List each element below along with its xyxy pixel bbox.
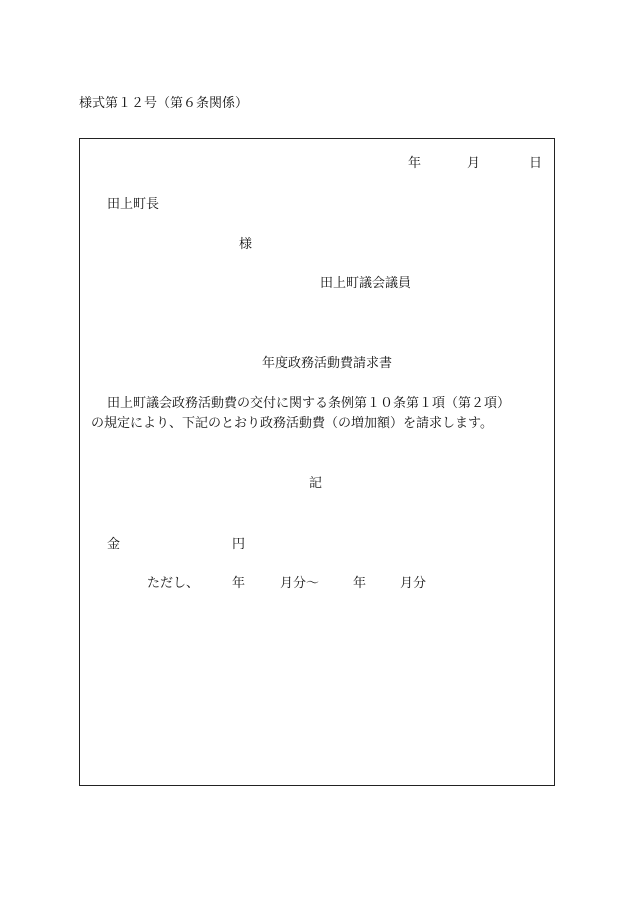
date-month-label: 月 [467, 156, 481, 171]
amount-unit: 円 [232, 537, 246, 552]
date-year-label: 年 [408, 156, 422, 171]
proviso-start-year: 年 [232, 576, 246, 591]
proviso-label: ただし、 [147, 576, 200, 591]
form-number: 様式第１２号（第６条関係） [79, 96, 249, 111]
ki-heading: 記 [309, 476, 323, 491]
body-text-line-2: の規定により、下記のとおり政務活動費（の増加額）を請求します。 [91, 416, 493, 431]
honorific: 様 [239, 237, 253, 252]
submitter: 田上町議会議員 [320, 276, 412, 291]
proviso-start-month: 月分～ [280, 576, 320, 591]
date-day-label: 日 [529, 156, 543, 171]
proviso-end-year: 年 [353, 576, 367, 591]
addressee: 田上町長 [107, 197, 160, 212]
amount-label: 金 [107, 537, 121, 552]
proviso-end-month: 月分 [400, 576, 427, 591]
body-text-line-1: 田上町議会政務活動費の交付に関する条例第１０条第１項（第２項） [107, 396, 511, 411]
form-frame [79, 138, 555, 786]
document-title: 年度政務活動費請求書 [262, 356, 393, 371]
